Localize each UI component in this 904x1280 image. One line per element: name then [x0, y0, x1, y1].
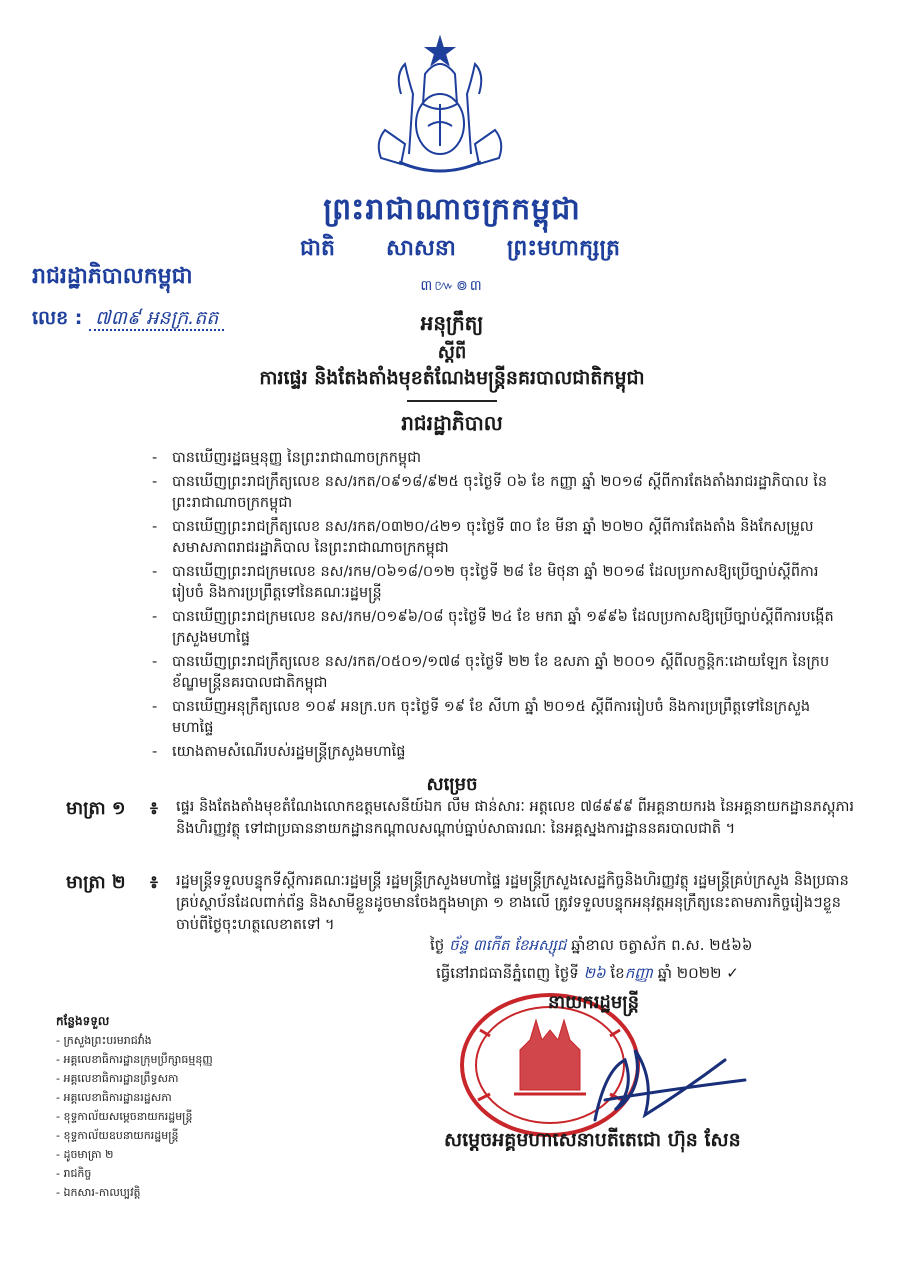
article-colon: ៖: [150, 872, 158, 893]
year: ឆ្នាំ ២០២២ ✓: [657, 964, 739, 982]
recital-item: - បានឃើញព្រះរាជក្រឹត្យលេខ នស/រកត/០៥០១/១៧៨ ចុះថ្ងៃទី ២២ ខែ ឧសភា ឆ្នាំ ២០០១ ស្តីពីលក្ខន្តិកៈដោយឡែក នៃក្របខ័ណ្ឌមន្ត្រីនគរបាលជាតិកម្ពុជា: [150, 652, 850, 694]
recipient-item: - ក្រសួងព្រះបរមរាជវាំង: [56, 1031, 213, 1050]
motto-nation: ជាតិ: [300, 236, 335, 261]
recital-item: - បានឃើញព្រះរាជក្រឹត្យលេខ នស/រកត/០៣២០/៤២១ ចុះថ្ងៃទី ៣០ ខែ មីនា ឆ្នាំ ២០២០ ស្តីពីការតែងតាំង និងកែសម្រួលសមាសភាពរាជរដ្ឋាភិបាល នៃព្រះរាជាណាចក្រកម្ពុជា: [150, 517, 850, 559]
month-handwritten: កញ្ញា: [624, 964, 653, 982]
recipient-item: - ខុទ្ទកាល័យឧបនាយករដ្ឋមន្ត្រី: [56, 1126, 213, 1145]
recital-item: - បានឃើញព្រះរាជក្រមលេខ នស/រកម/០៦១៨/០១២ ចុះថ្ងៃទី ២៨ ខែ មិថុនា ឆ្នាំ ២០១៨ ដែលប្រកាសឱ្យប្រើច្បាប់ស្តីពីការរៀបចំ និងការប្រព្រឹត្តទៅនៃគណៈរដ្ឋមន្ត្រី: [150, 562, 850, 604]
motto-religion: សាសនា: [385, 236, 456, 261]
month-prefix: ខែ: [610, 964, 625, 982]
place-prefix: ធ្វើនៅរាជធានីភ្នំពេញ ថ្ងៃទី: [436, 964, 579, 982]
place-date-line: [436, 964, 866, 986]
ornament-divider: ៣៚៙៣: [420, 278, 484, 294]
recital-item: - បានឃើញព្រះរាជក្រឹត្យលេខ នស/រកត/០៩១៨/៩២៥ ចុះថ្ងៃទី ០៦ ខែ កញ្ញា ឆ្នាំ ២០១៨ ស្តីពីការតែងតាំងរាជរដ្ឋាភិបាល នៃព្រះរាជាណាចក្រកម្ពុជា: [150, 472, 850, 514]
recipients-heading: កន្លែងទទួល: [56, 1014, 110, 1028]
document-type: អនុក្រឹត្យ: [420, 311, 484, 335]
date-prefix: ថ្ងៃ: [430, 936, 445, 954]
article-2: [66, 870, 866, 936]
article-1: [66, 796, 866, 840]
motto-king: ព្រះមហាក្សត្រ: [506, 236, 620, 261]
recital-item: - បានឃើញរដ្ឋធម្មនុញ្ញ នៃព្រះរាជាណាចក្រកម្ពុជា: [150, 448, 850, 469]
signatory-title: នាយករដ្ឋមន្ត្រី: [548, 992, 640, 1013]
about-label: ស្តីពី: [437, 342, 467, 363]
recipient-item: - ខុទ្ទកាល័យសម្តេចនាយករដ្ឋមន្ត្រី: [56, 1107, 213, 1126]
article-text: រដ្ឋមន្ត្រីទទួលបន្ទុកទីស្តីការគណៈរដ្ឋមន្ត្រី រដ្ឋមន្ត្រីក្រសួងមហាផ្ទៃ រដ្ឋមន្ត្រីក្រសួងសេដ្ឋកិច្ចនិងហិរញ្ញវត្ថុ រដ្ឋមន្ត្រីគ្រប់ក្រសួង និងប្រធានគ្រប់ស្ថាប័នដែលពាក់ព័ន្ធ និងសាមីខ្លួនដូចមានចែងក្នុងមាត្រា ១ ខាងលើ ត្រូវទទួលបន្ទុកអនុវត្តអនុក្រឹត្យនេះតាមភារកិច្ចរៀងៗខ្លួនចាប់ពីថ្ងៃចុះហត្ថលេខាតទៅ ។: [176, 873, 849, 933]
national-motto: [300, 234, 620, 266]
royal-coat-of-arms-emblem: [365, 34, 515, 184]
day-handwritten: ២៦: [583, 964, 606, 982]
recital-item: - បានឃើញព្រះរាជក្រមលេខ នស/រកម/០១៩៦/០៨ ចុះថ្ងៃទី ២៤ ខែ មករា ឆ្នាំ ១៩៩៦ ដែលប្រកាសឱ្យប្រើច្បាប់ស្តីពីការបង្កើតក្រសួងមហាផ្ទៃ: [150, 607, 850, 649]
recital-item: - បានឃើញអនុក្រឹត្យលេខ ១០៩ អនក្រ.បក ចុះថ្ងៃទី ១៩ ខែ សីហា ឆ្នាំ ២០១៥ ស្តីពីការរៀបចំ និងការប្រព្រឹត្តទៅនៃក្រសួងមហាផ្ទៃ: [150, 697, 850, 739]
recipient-item: - ដូចមាត្រា ២: [56, 1145, 213, 1164]
decree-subject: ការផ្ទេរ និងតែងតាំងមុខតំណែងមន្ត្រីនគរបាលជាតិកម្ពុជា: [259, 367, 645, 389]
kingdom-heading: ព្រះរាជាណាចក្រកម្ពុជា: [323, 192, 581, 227]
lunar-date-handwritten: ច័ន្ទ ៣កើត ខែអស្សុជ: [449, 936, 567, 954]
recipient-item: - ឯកសារ-កាលប្បវត្តិ: [56, 1183, 213, 1202]
article-text: ផ្ទេរ និងតែងតាំងមុខតំណែងលោកឧត្តមសេនីយ៍ឯក លឹម ផាន់សារៈ អត្តលេខ ៧៨៩៩៩ ពីអគ្គនាយករង នៃអគ្គនាយកដ្ឋានភស្តុភារ និងហិរញ្ញវត្ថុ ទៅជាប្រធាននាយកដ្ឋានកណ្តាលសណ្តាប់ធ្នាប់សាធារណៈ នៃអគ្គស្នងការដ្ឋាននគរបាលជាតិ ។: [176, 799, 855, 837]
recipient-item: - អគ្គលេខាធិការដ្ឋានព្រឹទ្ធសភា: [56, 1069, 213, 1088]
recipient-item: - អគ្គលេខាធិការដ្ឋានរដ្ឋសភា: [56, 1088, 213, 1107]
article-label: មាត្រា ២: [66, 872, 126, 893]
recitals-list: [150, 448, 850, 766]
recipient-item: - រាជកិច្ច: [56, 1164, 213, 1183]
number-label: លេខ :: [32, 307, 83, 329]
lunar-year: ឆ្នាំខាល ចត្វាស័ក ព.ស. ២៥៦៦: [571, 936, 753, 954]
article-label: មាត្រា ១: [66, 798, 126, 819]
lunar-date-line: [430, 936, 860, 958]
recipient-item: - អគ្គលេខាធិការដ្ឋានក្រុមប្រឹក្សាធម្មនុញ្ញ: [56, 1050, 213, 1069]
title-divider: [407, 400, 497, 402]
handwritten-signature: [575, 1030, 755, 1130]
issuing-authority: រាជរដ្ឋាភិបាល: [401, 411, 503, 435]
number-value: ៧៣៩ អនក្រ.តត: [89, 307, 224, 331]
decision-heading: សម្រេច: [426, 774, 478, 795]
recital-item: - យោងតាមសំណើរបស់រដ្ឋមន្ត្រីក្រសួងមហាផ្ទៃ: [150, 742, 850, 763]
government-name: រាជរដ្ឋាភិបាលកម្ពុជា: [32, 264, 193, 289]
article-colon: ៖: [150, 798, 158, 819]
recipients-list: [56, 1012, 213, 1202]
signatory-name: សម្តេចអគ្គមហាសេនាបតីតេជោ ហ៊ុន សែន: [444, 1129, 741, 1151]
